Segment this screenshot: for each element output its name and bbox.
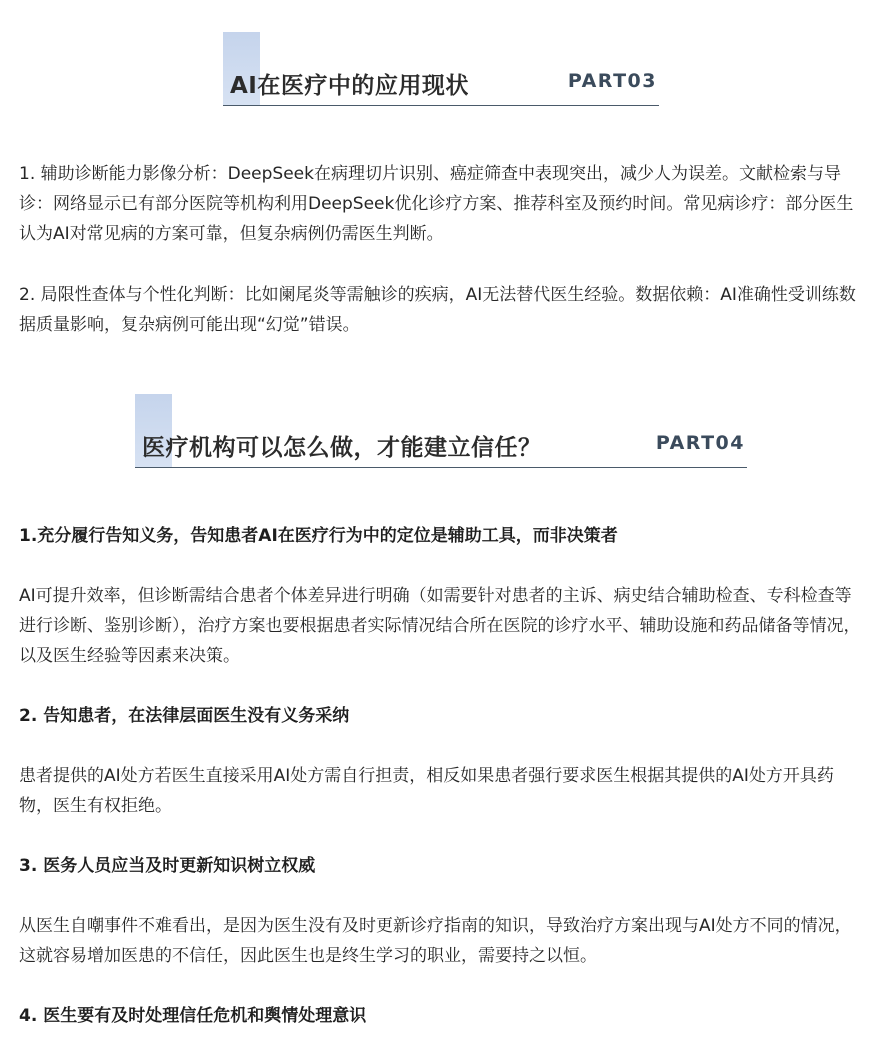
item-heading-2: 2. 告知患者，在法律层面医生没有义务采纳 xyxy=(19,706,350,726)
item-heading-1: 1.充分履行告知义务，告知患者AI在医疗行为中的定位是辅助工具，而非决策者 xyxy=(19,526,618,546)
section-title: AI在医疗中的应用现状 xyxy=(230,73,469,99)
part-label: PART03 xyxy=(567,70,657,92)
header-divider xyxy=(223,105,659,106)
header-divider xyxy=(135,467,747,468)
item-body-2: 患者提供的AI处方若医生直接采用AI处方需自行担责，相反如果患者强行要求医生根据其提供的AI处方开具药物，医生有权拒绝。 xyxy=(19,766,834,816)
item-heading-4: 4. 医生要有及时处理信任危机和舆情处理意识 xyxy=(19,1006,367,1026)
paragraph-diagnosis-capability: 1. 辅助诊断能力影像分析：DeepSeek在病理切片识别、癌症筛查中表现突出，减少人为误差。文献检索与导诊：网络显示已有部分医院等机构利用DeepSeek优化诊疗方案、推荐科室及预约时间。常见病诊疗：部分医生认为AI对常见病的方案可靠，但复杂病例仍需医生判断。 xyxy=(19,164,854,244)
item-body-3: 从医生自嘲事件不难看出，是因为医生没有及时更新诊疗指南的知识，导致治疗方案出现与AI处方不同的情况，这就容易增加医患的不信任，因此医生也是终生学习的职业，需要持之以恒。 xyxy=(19,916,852,966)
item-body-1: AI可提升效率，但诊断需结合患者个体差异进行明确（如需要针对患者的主诉、病史结合辅助检查、专科检查等进行诊断、鉴别诊断），治疗方案也要根据患者实际情况结合所在医院的诊疗水平、辅助设施和药品储备等情况，以及医生经验等因素来决策。 xyxy=(19,586,861,666)
item-heading-3: 3. 医务人员应当及时更新知识树立权威 xyxy=(19,856,316,876)
paragraph-limitations: 2. 局限性查体与个性化判断：比如阑尾炎等需触诊的疾病，AI无法替代医生经验。数据依赖：AI准确性受训练数据质量影响，复杂病例可能出现“幻觉”错误。 xyxy=(19,285,856,335)
section-header-part04 xyxy=(135,394,747,468)
section-title: 医疗机构可以怎么做，才能建立信任？ xyxy=(142,435,542,461)
part-label: PART04 xyxy=(655,432,745,454)
section-header-part03 xyxy=(223,32,659,106)
